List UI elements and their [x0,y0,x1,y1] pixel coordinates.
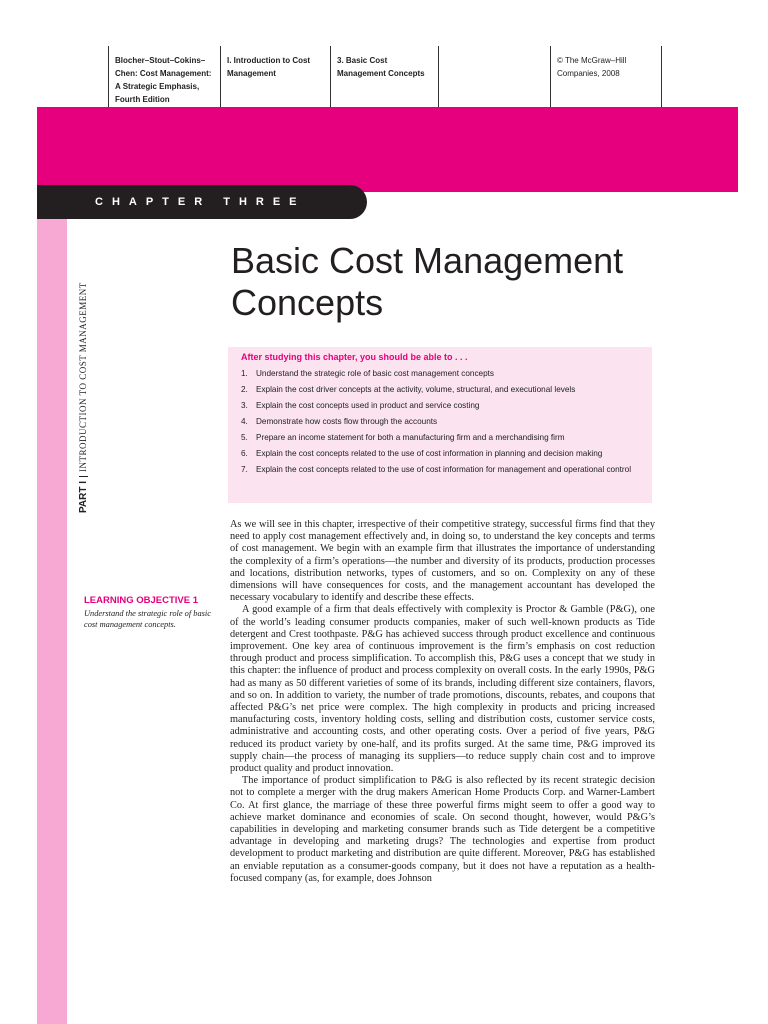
side-part-label [78,282,89,513]
objective-text: Understand the strategic role of basic cost management concepts [256,369,495,378]
learning-objectives-box [228,347,652,503]
objective-item [241,448,640,459]
objective-item [241,416,640,427]
learning-objective-title: LEARNING OBJECTIVE 1 [84,595,199,606]
objective-item [241,464,640,475]
part-number: PART I [78,480,89,513]
pink-side-strip [37,107,67,1024]
body-paragraph: A good example of a firm that deals effectively with complexity is Proctor & Gamble (P&G), one of the world’s leading consumer products companies, maker of such well-known products as Tide detergent and Crest toothpaste. P&G has achieved success through product excellence and continuous improvement. One key area of continuous improvement is the firm’s emphasis on cost reduction through product and process simplification. To accomplish this, P&G uses a concept that we study in this chapter: the influence of product and process complexity on overall costs. In the early 1990s, P&G had as many as 50 different varieties of some of its brands, including different size containers, flavors, and so on. In addition to variety, the number of trade promotions, discounts, rebates, and coupons that affected P&G’s net price were complex. The high complexity in products and pricing increased manufacturing costs, inventory holding costs, selling and distribution costs, customer service costs, administrative and accounting costs, and other operating costs. Over a period of five years, P&G reduced its product variety by one-half, and its profits surged. At the same time, P&G improved its supply chain—the process of managing its suppliers—to reduce supply chain cost and to improve product quality and product innovation. [230,604,655,775]
chapter-title [231,240,623,324]
running-header [108,46,662,116]
header-book-cell: Blocher–Stout–Cokins–Chen: Cost Management: A Strategic Emphasis, Fourth Edition [108,46,220,116]
magenta-banner [37,107,738,192]
objective-item [241,400,640,411]
body-paragraph: The importance of product simplification to P&G is also reflected by its recent strategic decision not to complete a merger with the drug makers American Home Products Corp. and Warner-Lambert Co. At first glance, the marriage of these three powerful firms might seem to offer a good way to achieve market dominance and economies of scale. On second thought, however, would P&G’s capabilities in developing and marketing consumer brands such as Tide detergent be a competitive advantage in developing and marketing drugs? The technologies and expertise from product development to product marketing and distribution are quite different. Moreover, P&G has established an enviable reputation as a consumer-goods company, but it does not have a reputation as a health-focused company (as, for example, does Johnson [230,775,655,884]
learning-objective-margin-note [84,595,224,630]
chapter-title-line-2: Concepts [231,282,384,323]
header-empty-cell [438,46,550,116]
objective-text: Explain the cost concepts related to the use of cost information in planning and decision making [256,449,603,458]
header-copyright-cell: © The McGraw–Hill Companies, 2008 [550,46,662,116]
objective-number: 7. [241,465,248,474]
header-chapter-cell: 3. Basic Cost Management Concepts [330,46,438,116]
objective-text: Explain the cost concepts related to the use of cost information for management and operational control [256,465,632,474]
chapter-title-line-1: Basic Cost Management [231,240,624,281]
objective-text: Prepare an income statement for both a manufacturing firm and a merchandising firm [256,433,565,442]
learning-objective-text: Understand the strategic role of basic cost management concepts. [84,609,211,629]
objective-text: Explain the cost driver concepts at the activity, volume, structural, and executional levels [256,385,576,394]
chapter-label-bar [37,185,367,219]
chapter-label: CHAPTER THREE [95,196,306,208]
objective-number: 4. [241,417,248,426]
objectives-list [241,368,640,475]
objective-text: Explain the cost concepts used in product and service costing [256,401,480,410]
header-part-cell: I. Introduction to Cost Management [220,46,330,116]
part-section-name: INTRODUCTION TO COST MANAGEMENT [78,282,88,472]
body-paragraph: As we will see in this chapter, irrespective of their competitive strategy, successful firms find that they need to apply cost management effectively and, in doing so, to understand the key concepts and terms of cost management. We begin with an example firm that illustrates the importance of understanding the complexity of a firm’s operations—the number and diversity of its products, production processes and locations, distribution networks, types of customers, and so on. Complexity on any of these dimensions will have consequences for costs, and the management accountant has developed the necessary vocabulary to identify and describe these effects. [230,519,655,604]
objective-text: Demonstrate how costs flow through the accounts [256,417,438,426]
objective-number: 6. [241,449,248,458]
objective-item [241,384,640,395]
body-text [230,519,655,885]
objective-number: 5. [241,433,248,442]
side-label-divider [79,476,88,477]
objectives-heading: After studying this chapter, you should be able to . . . [241,352,468,362]
objective-number: 2. [241,385,248,394]
objective-item [241,432,640,443]
objective-number: 3. [241,401,248,410]
objective-item [241,368,640,379]
objective-number: 1. [241,369,248,378]
